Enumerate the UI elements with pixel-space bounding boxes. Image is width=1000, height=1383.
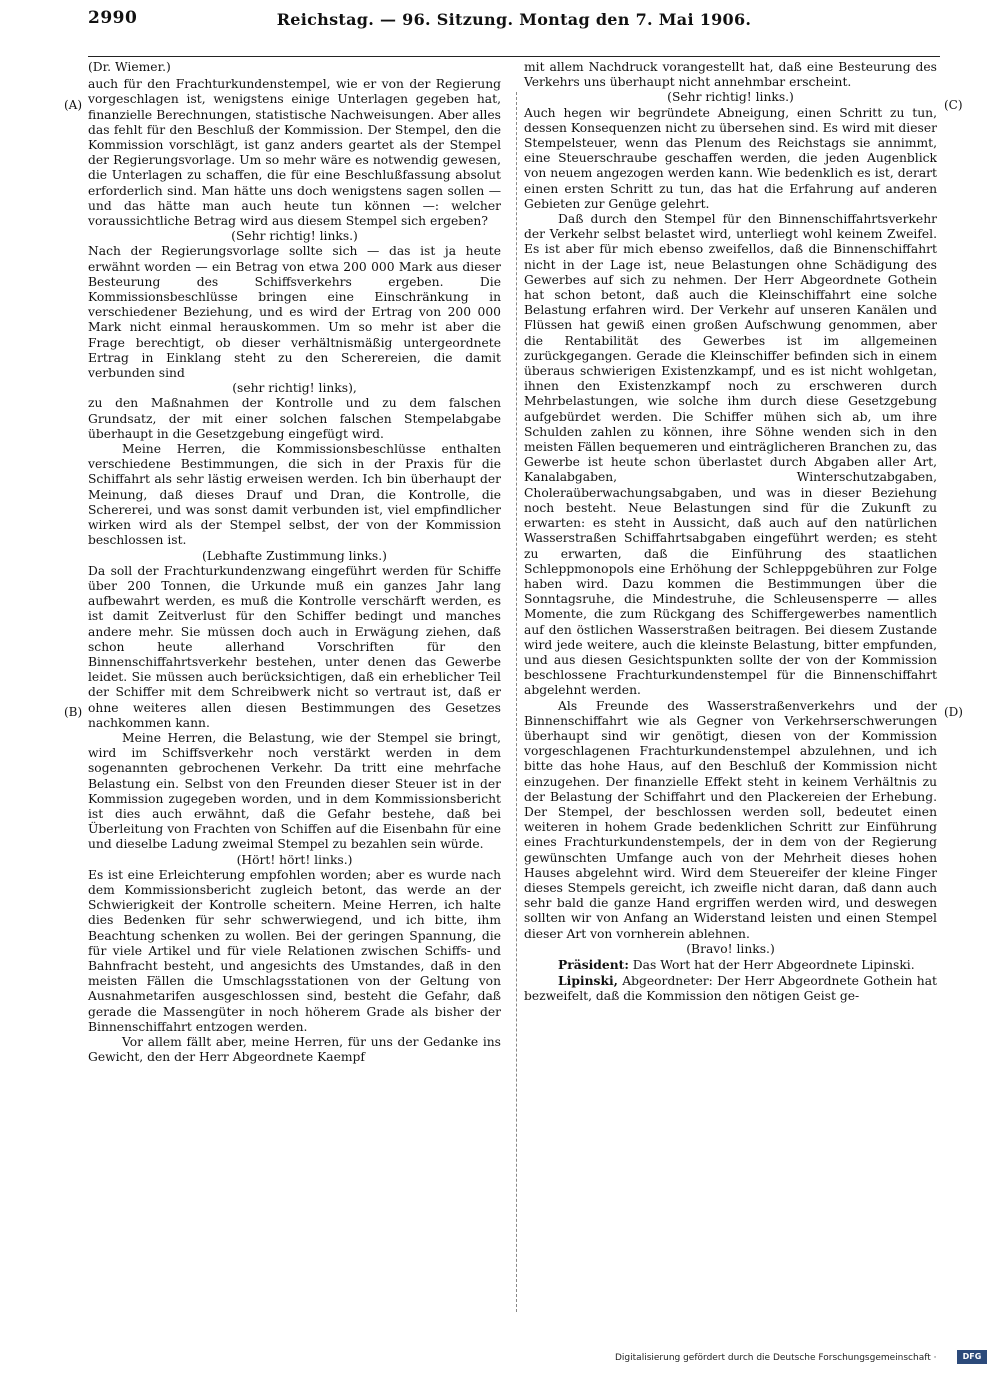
speech-text: Abgeordneter: Der Herr Abgeordnete Gothein hat bezweifelt, daß die Kommission den nötigen Geist ge- <box>524 974 937 1004</box>
paragraph: Daß durch den Stempel für den Binnenschiffahrtsverkehr der Verkehr selbst belastet wird, unterliegt wohl keinem Zweifel. Es ist aber für mich ebenso zweifellos, daß die Binnenschiffahrt nicht in der Lage ist, neue Belastungen ohne Schädigung des Gewerbes auf sich zu nehmen. Der Herr Abgeordnete Gothein hat schon betont, daß auch die Kleinschiffahrt eine solche Belastung erfahren wird. Der Verkehr auf unseren Kanälen und Flüssen hat gewiß einen großen Aufschwung genommen, aber die Rentabilität des Gewerbes ist im allgemeinen zurückgegangen. Gerade die Kleinschiffer befinden sich in einem überaus schwierigen Existenzkampf, und es ist nicht wohlgetan, ihnen den Existenzkampf noch zu erschweren durch Mehrbelastungen, wie solche ihm durch diese Gesetzgebung aufgebürdet werden. Die Schiffer mühen sich ab, um ihre Schulden zahlen zu können, ihre Söhne wenden sich in den meisten Fällen bequemeren und einträglicheren Branchen zu, das Gewerbe ist heute schon überlastet durch Abgaben aller Art, Kanalabgaben, Winterschutzabgaben, Choleraüberwachungsabgaben, und was in dieser Beziehung noch besteht. Neue Belastungen sind für die Zukunft zu erwarten: es steht in Aussicht, daß auch auf den natürlichen Wasserstraßen Schiffahrtsabgaben eingeführt werden; es steht zu erwarten, daß die Einführung des staatlichen Schleppmonopols eine Erhöhung der Schleppgebühren zur Folge haben wird. Dazu kommen die Bestimmungen über die Sonntagsruhe, die Mindestruhe, die Schleusensperre — alles Momente, die zum Rückgang des Schiffergewerbes namentlich auf den östlichen Wasserstraßen beitragen. Bei diesem Zustande wird jede weitere, auch die kleinste Belastung, bitter empfunden, und aus diesen Gesichtspunkten sollte der von der Kommission beschlossene Frachturkundenstempel für die Binnenschiffahrt abgelehnt werden. <box>524 212 937 698</box>
speaker-name: Präsident: <box>558 956 629 972</box>
lipinski-speech <box>524 973 937 1004</box>
interjection: (Lebhafte Zustimmung links.) <box>202 548 387 563</box>
paragraph: Da soll der Frachturkundenzwang eingeführt werden für Schiffe über 200 Tonnen, die Urkunde muß ein ganzes Jahr lang aufbewahrt werden, es muß die Kontrolle verschärft werden, es ist damit Zeitverlust für den Schiffer bedingt und manches andere mehr. Sie müssen doch auch in Erwägung ziehen, daß schon heute allerhand Vorschriften für den Binnenschiffahrtsverkehr bestehen, unter denen das Gewerbe leidet. Sie müssen auch berücksichtigen, daß ein erheblicher Teil der Schiffer mit dem Schreibwerk nicht so vertraut ist, daß er ohne weiteres allen diesen Bestimmungen des Gesetzes nachkommen kann. <box>88 563 501 730</box>
left-column <box>88 60 501 1065</box>
interjection: (Bravo! links.) <box>686 941 775 956</box>
interjection: (sehr richtig! links), <box>232 381 357 396</box>
paragraph: Als Freunde des Wasserstraßenverkehrs und der Binnenschiffahrt wie als Gegner von Verkehrserschwerungen überhaupt sind wir genötigt, diesen von der Kommission vorgeschlagenen Frachturkundenstempel abzulehnen, und ich bitte das hohe Haus, auf den Beschluß der Kommission nicht einzugehen. Der finanzielle Effekt steht in keinem Verhältnis zu der Belastung der Schiffahrt und den Plackereien der Erhebung. Der Stempel, der beschlossen werden soll, bedeutet einen weiteren in hohem Grade bedenklichen Schritt zur Einführung eines Frachturkundenstempels, der in dem von der Regierung gewünschten Umfange auch von der Mehrheit dieses hohen Hauses abgelehnt wird. Wird dem Steuereifer der kleine Finger dieses Stempels gereicht, ich zweifle nicht daran, daß dann auch sehr bald die ganze Hand ergriffen werden wird, und deswegen sollten wir von Anfang an Widerstand leisten und einen Stempel dieser Art von vornherein ablehnen. <box>524 698 937 941</box>
paragraph: Vor allem fällt aber, meine Herren, für uns der Gedanke ins Gewicht, den der Herr Abgeordnete Kaempf <box>88 1035 501 1065</box>
paragraph: auch für den Frachturkundenstempel, wie er von der Regierung vorgeschlagen ist, wenigstens einige Unterlagen gegeben hat, finanzielle Berechnungen, statistische Nachweisungen. Aber alles das fehlt für den Beschluß der Kommission. Der Stempel, den die Kommission vorschlägt, ist ganz anders geartet als der Stempel der Regierungsvorlage. Um so mehr wäre es notwendig gewesen, die Unterlagen zu schaffen, die für eine Beschlußfassung absolut erforderlich sind. Man hätte uns doch wenigstens sagen sollen — und das hätte man auch heute tun können —: welcher voraussichtliche Betrag wird aus diesem Stempel sich ergeben? <box>88 77 501 229</box>
paragraph: Es ist eine Erleichterung empfohlen worden; aber es wurde nach dem Kommissionsbericht zugleich betont, das werde an der Schwierigkeit der Kontrolle scheitern. Meine Herren, ich halte dies Bedenken für sehr schwerwiegend, und ich bitte, ihm Beachtung schenken zu wollen. Bei der geringen Spannung, die für viele Artikel und für viele Relationen zwischen Schiffs- und Bahnfracht besteht, und angesichts des Umstandes, daß in den meisten Fällen die Umschlagsstationen von der Geltung von Ausnahmetarifen ausgeschlossen sind, besteht die Gefahr, daß gerade die Massengüter in noch höherem Grade als bisher der Binnenschiffahrt entzogen werden. <box>88 867 501 1034</box>
paragraph: Auch hegen wir begründete Abneigung, einen Schritt zu tun, dessen Konsequenzen nicht zu übersehen sind. Es wird mit dieser Stempelsteuer, wenn das Plenum des Reichstags sie annimmt, eine Steuerschraube geschaffen werden, die jeden Augenblick von neuem angezogen werden kann. Wie bedenklich es ist, derart einen ersten Schritt zu tun, das hat die Erfahrung auf anderen Gebieten zur Genüge gelehrt. <box>524 105 937 211</box>
paragraph: Meine Herren, die Kommissionsbeschlüsse enthalten verschiedene Bestimmungen, die sich in der Praxis für die Schiffahrt als sehr lästig erweisen werden. Ich bin überhaupt der Meinung, daß dieses Drauf und Dran, die Kontrolle, die Schererei, und was sonst damit verbunden ist, viel empfindlicher wirken wird als der Stempel selbst, der von der Kommission beschlossen ist. <box>88 442 501 548</box>
header-rule <box>88 56 940 57</box>
page-header <box>88 8 940 34</box>
running-head: Reichstag. — 96. Sitzung. Montag den 7. Mai 1906. <box>276 10 752 29</box>
paragraph: Nach der Regierungsvorlage sollte sich — das ist ja heute erwähnt worden — ein Betrag von etwa 200 000 Mark aus dieser Besteurung des Schiffsverkehrs ergeben. Die Kommissionsbeschlüsse bringen eine Einschränkung in verschiedener Beziehung, und es wird der Ertrag von 200 000 Mark nicht einmal herauskommen. Um so mehr ist aber die Frage berechtigt, ob dieser verhältnismäßig untergeordnete Ertrag in Einklang steht zu den Scherereien, die damit verbunden sind <box>88 244 501 381</box>
dfg-logo: DFG <box>957 1350 987 1364</box>
interjection: (Sehr richtig! links.) <box>231 229 358 244</box>
paragraph: mit allem Nachdruck vorangestellt hat, daß eine Besteurung des Verkehrs uns überhaupt nicht annehmbar erscheint. <box>524 60 937 90</box>
margin-marker-b: (B) <box>64 705 83 719</box>
speaker-reference: (Dr. Wiemer.) <box>88 60 171 74</box>
president-remark <box>524 957 937 973</box>
page-number: 2990 <box>88 8 138 28</box>
column-divider <box>516 92 517 1312</box>
speaker-name: Lipinski, <box>558 973 618 989</box>
interjection: (Hört! hört! links.) <box>236 852 353 867</box>
margin-marker-c: (C) <box>944 98 963 112</box>
paragraph: Meine Herren, die Belastung, wie der Stempel sie bringt, wird im Schiffsverkehr noch verstärkt werden in dem sogenannten gebrochenen Verkehr. Da tritt eine mehrfache Belastung ein. Selbst von den Freunden dieser Steuer ist in der Kommission zugegeben worden, und in dem Kommissionsbericht ist dies auch erwähnt, daß die Gefahr bestehe, daß bei Überleitung von Frachten von Schiffen auf die Eisenbahn für eine und dieselbe Ladung zweimal Stempel zu bezahlen sein würde. <box>88 730 501 852</box>
paragraph: zu den Maßnahmen der Kontrolle und zu dem falschen Grundsatz, der mit einer solchen falschen Stempelabgabe überhaupt in die Gesetzgebung eingefügt wird. <box>88 396 501 441</box>
speech-text: Das Wort hat der Herr Abgeordnete Lipinski. <box>628 957 915 972</box>
footer-credit: Digitalisierung gefördert durch die Deutsche Forschungsgemeinschaft · <box>615 1353 937 1363</box>
interjection: (Sehr richtig! links.) <box>667 90 794 105</box>
margin-marker-d: (D) <box>944 705 963 719</box>
right-column <box>524 60 937 1005</box>
margin-marker-a: (A) <box>64 98 83 112</box>
